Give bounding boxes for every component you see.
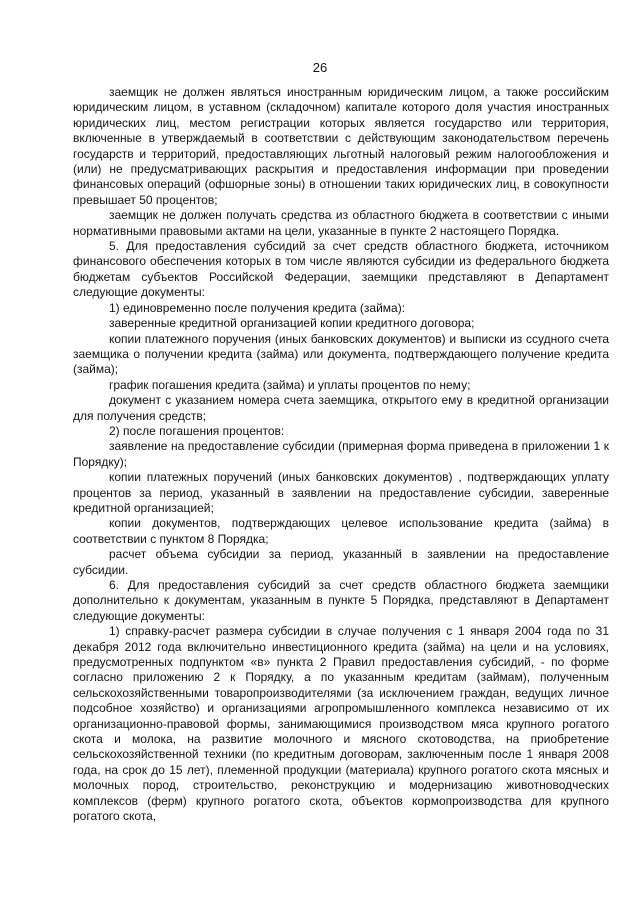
list-item-targeted-use: копии документов, подтверждающих целевое использование кредита (займа) в соответствии с пунктом 8 Порядка; [73,516,609,546]
list-item-application: заявление на предоставление субсидии (примерная форма приведена в приложении 1 к Порядку); [73,439,609,469]
list-item-1-once: 1) единовременно после получения кредита (займа): [109,300,406,315]
list-item-loan-contract: заверенные кредитной организацией копии кредитного договора; [109,316,475,331]
list-item-subsidy-calculation: расчет объема субсидии за период, указанный в заявлении на предоставление субсидии. [73,547,609,577]
document-body [73,85,609,825]
paragraph-foreign-borrower: заемщик не должен являться иностранным юридическим лицом, а также российским юридическим лицом, в уставном (складочном) капитале которого доля участия иностранных юридических лиц, местом регистрации которых является государство или территория, включенные в утверждаемый в соответствии с действующим законодательством перечень государств и территорий, предоставляющих льготный налоговый режим налогообложения и (или) не предусматривающих раскрытия и предоставления информации при проведении финансовых операций (офшорные зоны) в отношении таких юридических лиц, в совокупности превышает 50 процентов; [73,85,609,207]
list-item-account-document: документ с указанием номера счета заемщика, открытого ему в кредитной организации для получения средств; [73,393,609,423]
page-number: 26 [312,60,328,75]
list-item-payment-orders: копии платежного поручения (иных банковских документов) и выписки из ссудного счета заемщика о получении кредита (займа) или документа, подтверждающего получение кредита (займа); [73,331,609,377]
list-item-certificate-calculation: 1) справку-расчет размера субсидии в случае получения с 1 января 2004 года по 31 декабря 2012 года включительно инвестиционного кредита (займа) на цели и на условиях, предусмотренных подпунктом «в» пункта 2 Правил предоставления субсидий, - по форме согласно приложению 2 к Порядку, а по указанным кредитам (займам), полученным сельскохозяйственными товаропроизводителями (за исключением граждан, ведущих личное подсобное хозяйство) и организациями агропромышленного комплекса независимо от их организационно-правовой формы, занимающимися производством мяса крупного рогатого скота и молока, на развитие молочного и мясного скотоводства, на приобретение сельскохозяйственной техники (по кредитным договорам, заключенным после 1 января 2008 года, на срок до 15 лет), племенной продукции (материала) крупного рогатого скота мясных и молочных пород, строительство, реконструкцию и модернизацию животноводческих комплексов (ферм) крупного рогатого скота, объектов кормопроизводства для крупного рогатого скота, [73,624,609,824]
paragraph-no-other-funds: заемщик не должен получать средства из областного бюджета в соответствии с иными нормативными правовыми актами на цели, указанные в пункте 2 настоящего Порядка. [73,208,609,238]
list-item-repayment-schedule: график погашения кредита (займа) и уплаты процентов по нему; [109,377,471,392]
paragraph-clause-5: 5. Для предоставления субсидий за счет средств областного бюджета, источником финансового обеспечения которых в том числе являются субсидии из федерального бюджета бюджетам субъектов Российской Федерации, заемщики представляют в Департамент следующие документы: [73,239,609,300]
list-item-interest-payment-orders: копии платежных поручений (иных банковских документов) , подтверждающих уплату процентов за период, указанный в заявлении на предоставление субсидии, заверенные кредитной организацией; [73,470,609,515]
list-item-2-after-interest: 2) после погашения процентов: [109,423,285,438]
paragraph-clause-6: 6. Для предоставления субсидий за счет средств областного бюджета заемщики дополнительно к документам, указанным в пункте 5 Порядка, представляют в Департамент следующие документы: [73,578,609,623]
